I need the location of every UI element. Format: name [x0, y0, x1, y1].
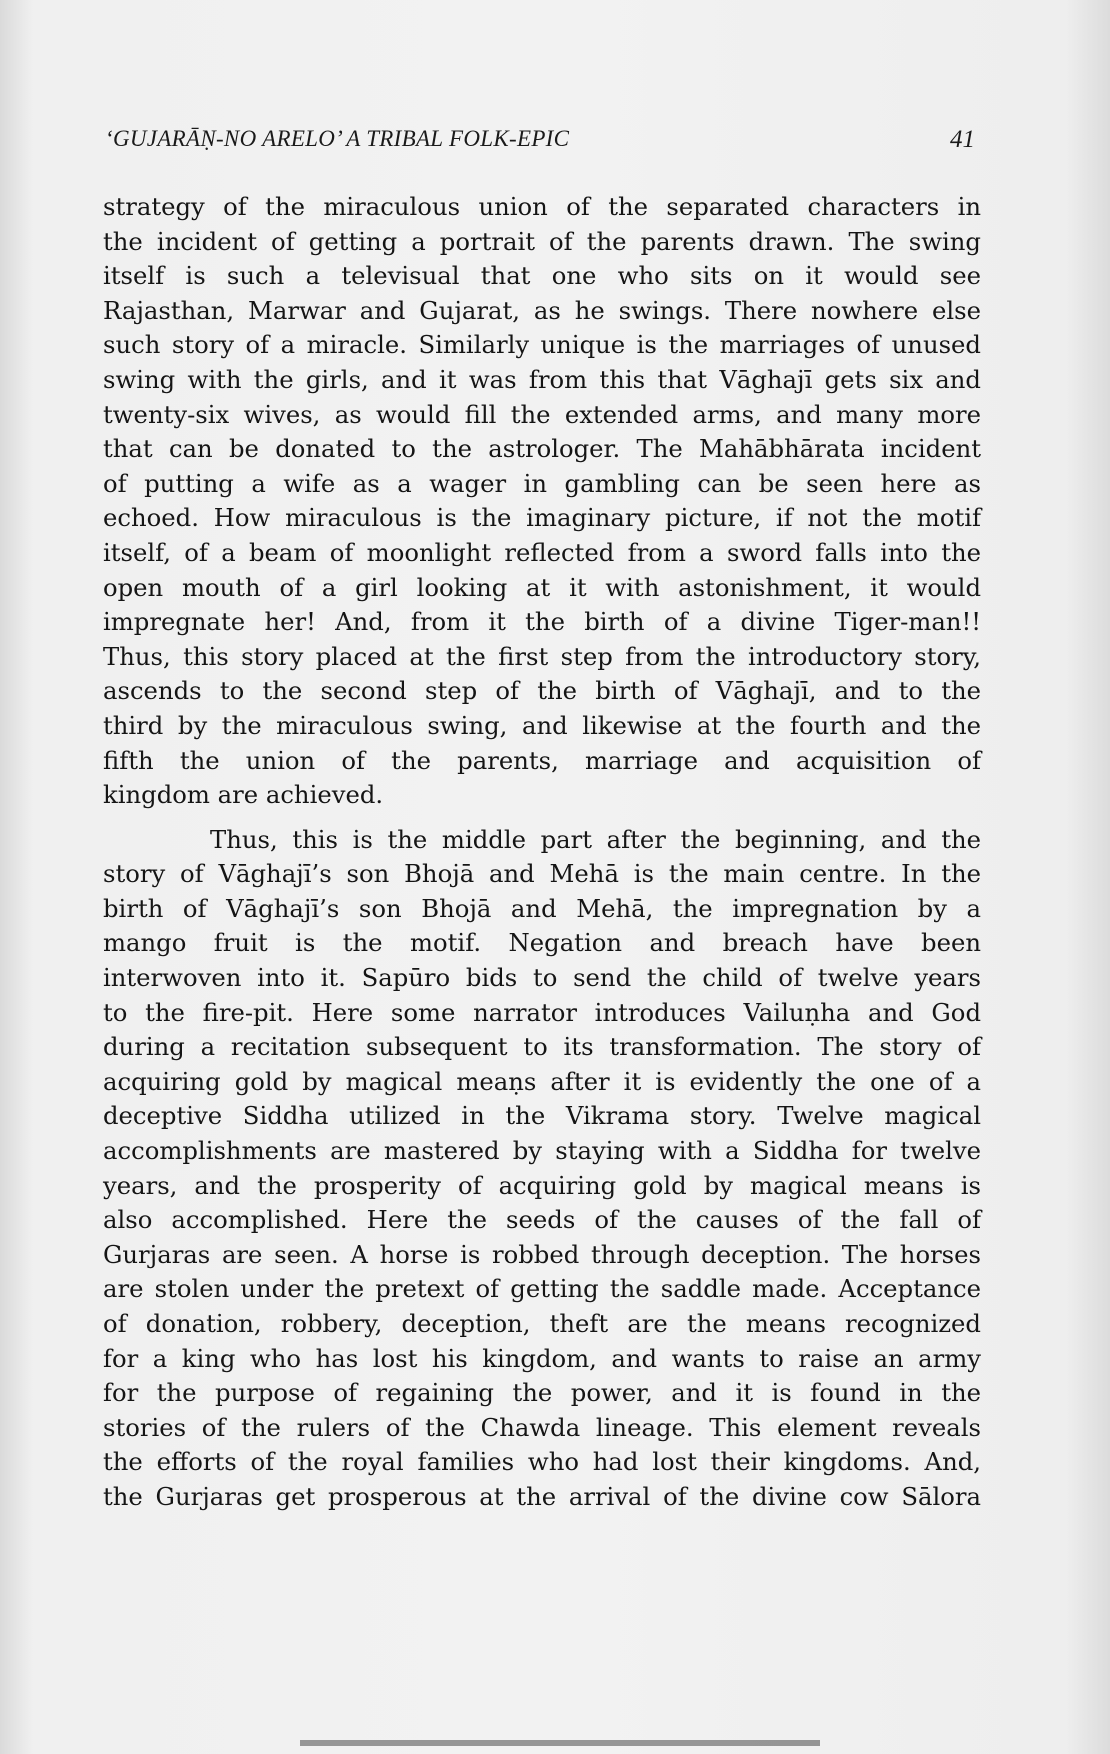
- text-line: fifth the union of the parents, marriage and acquisition of: [103, 745, 981, 775]
- text-line: also accomplished. Here the seeds of the causes of the fall of: [103, 1205, 981, 1235]
- text-line: of putting a wife as a wager in gambling can be seen here as: [103, 468, 981, 498]
- running-header: [105, 126, 975, 160]
- text-line: twenty-six wives, as would fill the extended arms, and many more: [103, 399, 981, 429]
- text-line: third by the miraculous swing, and likewise at the fourth and the: [103, 710, 981, 740]
- text-line: Thus, this story placed at the first step from the introductory story,: [103, 641, 981, 671]
- text-line: open mouth of a girl looking at it with astonishment, it would: [103, 572, 981, 602]
- text-line: the incident of getting a portrait of the parents drawn. The swing: [103, 226, 981, 256]
- text-line: for a king who has lost his kingdom, and wants to raise an army: [103, 1343, 981, 1373]
- text-line: deceptive Siddha utilized in the Vikrama story. Twelve magical: [103, 1101, 981, 1131]
- text-line: itself, of a beam of moonlight reflected from a sword falls into the: [103, 537, 981, 567]
- text-line: mango fruit is the motif. Negation and breach have been: [103, 928, 981, 958]
- text-line: itself is such a televisual that one who sits on it would see: [103, 261, 981, 291]
- text-line: Thus, this is the middle part after the beginning, and the: [210, 824, 981, 854]
- text-line: for the purpose of regaining the power, and it is found in the: [103, 1378, 981, 1408]
- text-line: echoed. How miraculous is the imaginary picture, if not the motif: [103, 503, 981, 533]
- text-line: accomplishments are mastered by staying with a Siddha for twelve: [103, 1136, 981, 1166]
- text-line: birth of Vāghajī’s son Bhojā and Mehā, the impregnation by a: [103, 893, 981, 923]
- text-line: strategy of the miraculous union of the separated characters in: [103, 192, 981, 221]
- body-text: [103, 190, 981, 1515]
- text-line: during a recitation subsequent to its transformation. The story of: [103, 1032, 981, 1062]
- text-line: Rajasthan, Marwar and Gujarat, as he swings. There nowhere else: [103, 295, 981, 325]
- text-line: kingdom are achieved.: [103, 780, 384, 810]
- text-line: interwoven into it. Sapūro bids to send the child of twelve years: [103, 963, 981, 993]
- page-bottom-edge: [300, 1740, 820, 1746]
- text-line: ascends to the second step of the birth of Vāghajī, and to the: [103, 676, 981, 706]
- running-title: ‘GUJARĀṆ-NO ARELO’ A TRIBAL FOLK-EPIC: [105, 126, 570, 151]
- text-line: the efforts of the royal families who had lost their kingdoms. And,: [103, 1447, 981, 1477]
- text-line: swing with the girls, and it was from this that Vāghajī gets six and: [103, 364, 981, 394]
- text-line: years, and the prosperity of acquiring gold by magical means is: [103, 1170, 981, 1200]
- text-line: that can be donated to the astrologer. The Mahābhārata incident: [103, 434, 981, 464]
- paragraph-1: [103, 190, 981, 813]
- text-line: to the fire-pit. Here some narrator introduces Vailuṇha and God: [103, 997, 981, 1027]
- text-line: acquiring gold by magical meaṇs after it is evidently the one of a: [103, 1066, 981, 1096]
- text-line: the Gurjaras get prosperous at the arrival of the divine cow Sālora: [103, 1481, 981, 1511]
- text-line: Gurjaras are seen. A horse is robbed through deception. The horses: [103, 1239, 981, 1269]
- text-line: such story of a miracle. Similarly unique is the marriages of unused: [103, 330, 981, 360]
- text-line: story of Vāghajī’s son Bhojā and Mehā is the main centre. In the: [103, 859, 981, 889]
- paragraph-2: [103, 823, 981, 1515]
- text-line: impregnate her! And, from it the birth of a divine Tiger-man!!: [103, 607, 981, 637]
- text-line: stories of the rulers of the Chawda lineage. This element reveals: [103, 1412, 981, 1442]
- page-number: 41: [950, 126, 975, 153]
- text-line: of donation, robbery, deception, theft are the means recognized: [103, 1309, 981, 1338]
- text-line: are stolen under the pretext of getting the saddle made. Acceptance: [103, 1274, 981, 1304]
